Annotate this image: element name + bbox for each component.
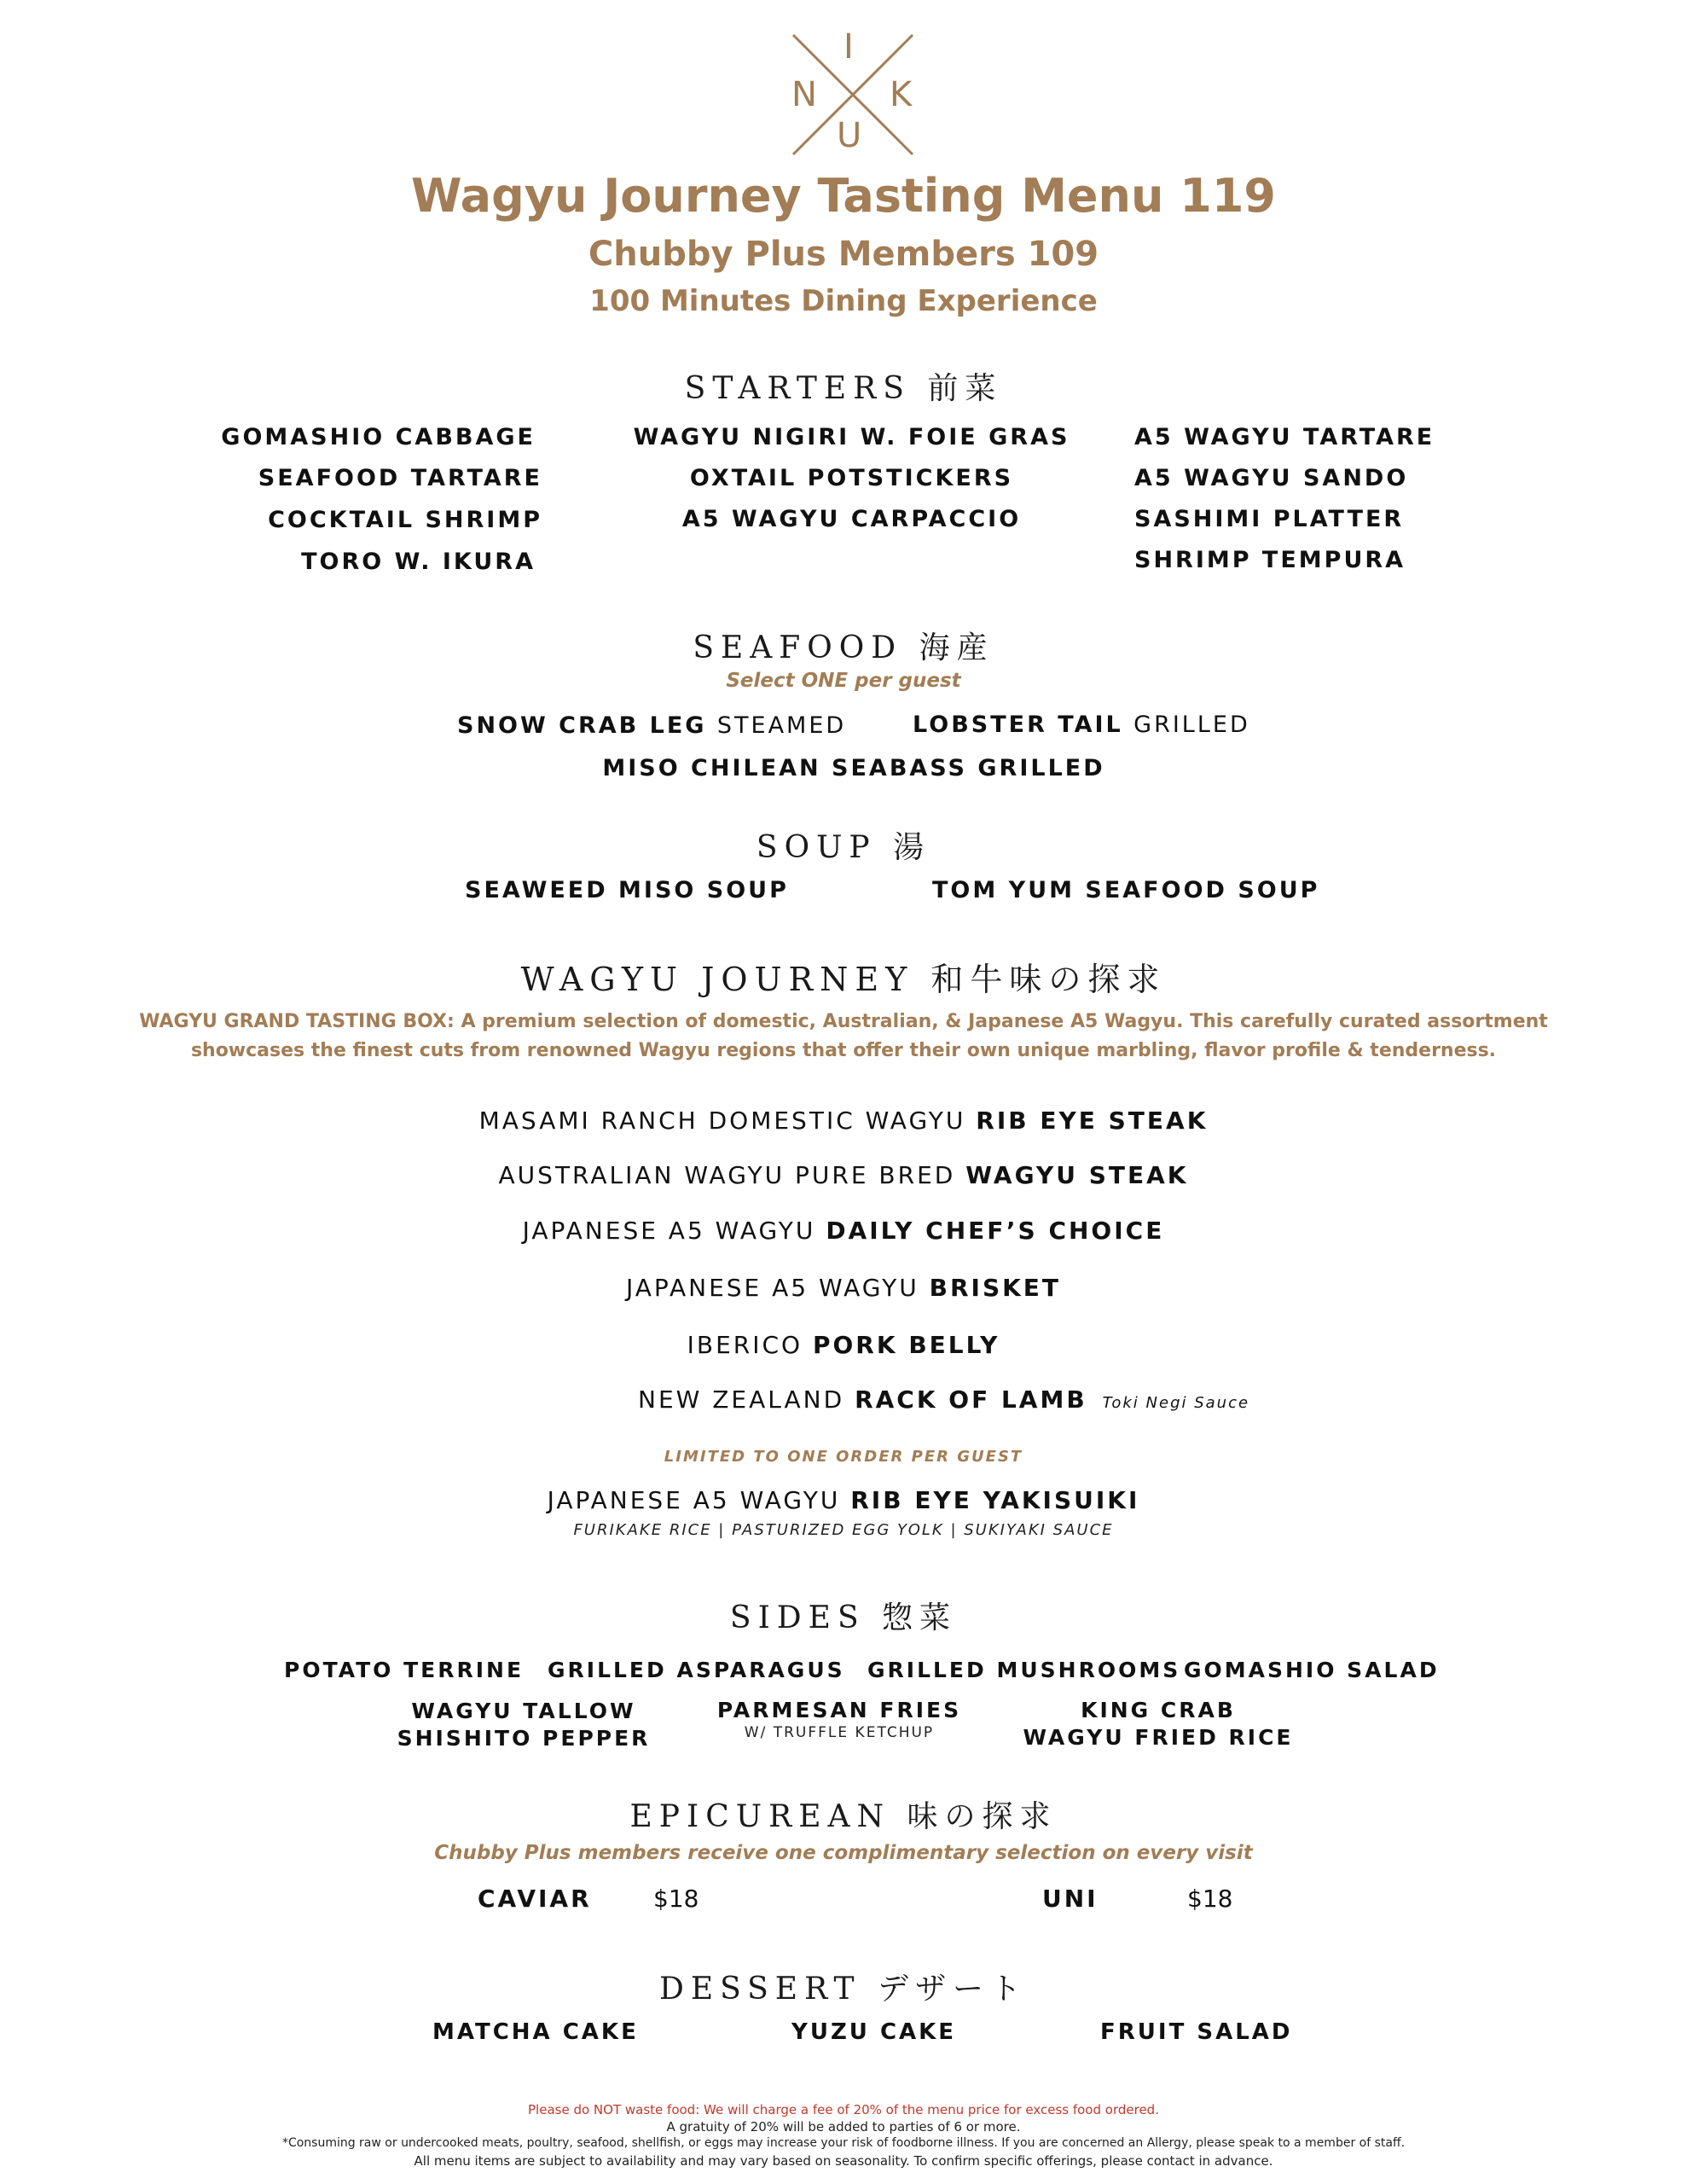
epicurean-item-caviar: CAVIAR (478, 1885, 592, 1913)
starter-item: A5 WAGYU SANDO (1134, 465, 1409, 491)
starters-heading: STARTERS 前菜 (684, 371, 1003, 406)
seafood-crab-name: SNOW CRAB LEG (457, 712, 707, 739)
epicurean-price-caviar: $18 (653, 1885, 699, 1913)
wagyu-origin: MASAMI RANCH DOMESTIC WAGYU (478, 1107, 966, 1135)
logo-letter-top: I (844, 27, 854, 67)
wagyu-origin: JAPANESE A5 WAGYU (625, 1274, 919, 1302)
starter-item: SHRIMP TEMPURA (1134, 547, 1406, 573)
side-item: GOMASHIO SALAD (1184, 1658, 1440, 1682)
wagyu-origin: NEW ZEALAND (638, 1385, 845, 1414)
starter-item: GOMASHIO CABBAGE (221, 424, 536, 450)
logo-letter-bottom: U (837, 116, 862, 155)
wagyu-cut: RIB EYE STEAK (976, 1107, 1209, 1135)
epicurean-note: Chubby Plus members receive one complimentary selection on every visit (434, 1842, 1253, 1864)
wagyu-special-line (0, 1486, 1687, 1514)
starter-item: WAGYU NIGIRI W. FOIE GRAS (633, 424, 1070, 450)
side-crab-line1: KING CRAB (1081, 1698, 1236, 1722)
dining-duration: 100 Minutes Dining Experience (589, 284, 1098, 318)
side-fries-name: PARMESAN FRIES (716, 1698, 962, 1722)
dessert-item: YUZU CAKE (791, 2019, 957, 2045)
wagyu-special-sub: FURIKAKE RICE | PASTURIZED EGG YOLK | SUKIYAKI SAUCE (573, 1521, 1114, 1539)
side-item-tallow (353, 1698, 694, 1752)
side-item-fries (669, 1697, 1010, 1741)
epicurean-heading: EPICUREAN 味の探求 (629, 1799, 1058, 1834)
wagyu-origin: JAPANESE A5 WAGYU (522, 1217, 816, 1245)
epicurean-item-uni: UNI (1042, 1885, 1099, 1913)
seafood-note: Select ONE per guest (726, 670, 961, 692)
starter-item: SASHIMI PLATTER (1134, 506, 1405, 532)
dessert-item: FRUIT SALAD (1100, 2019, 1293, 2045)
wagyu-origin: IBERICO (687, 1331, 803, 1359)
side-item: GRILLED MUSHROOMS (867, 1658, 1181, 1682)
wagyu-heading: WAGYU JOURNEY 和牛味の探求 (520, 961, 1167, 998)
starter-item: COCKTAIL SHRIMP (268, 507, 542, 533)
seafood-item-seabass: MISO CHILEAN SEABASS GRILLED (602, 755, 1105, 781)
logo-letter-right: K (890, 75, 913, 114)
wagyu-origin: AUSTRALIAN WAGYU PURE BRED (498, 1161, 956, 1189)
logo (789, 27, 917, 159)
dessert-item: MATCHA CAKE (432, 2019, 639, 2045)
footer-gratuity: A gratuity of 20% will be added to parties of 6 or more. (666, 2119, 1021, 2135)
wagyu-line (0, 1107, 1687, 1135)
side-item-crab-rice (988, 1697, 1329, 1751)
logo-letter-left: N (791, 75, 817, 114)
starter-item: TORO W. IKURA (301, 549, 536, 575)
side-tallow-line2: SHISHITO PEPPER (397, 1726, 651, 1751)
wagyu-line (0, 1274, 1687, 1302)
page-title: Wagyu Journey Tasting Menu 119 (411, 169, 1276, 223)
soup-heading: SOUP 湯 (756, 830, 931, 865)
starter-item: A5 WAGYU CARPACCIO (681, 506, 1022, 532)
wagyu-cut: DAILY CHEF’S CHOICE (826, 1217, 1165, 1245)
wagyu-cut: BRISKET (929, 1274, 1062, 1302)
seafood-lobster-style: GRILLED (1133, 712, 1250, 738)
members-price: Chubby Plus Members 109 (588, 235, 1099, 274)
wagyu-description-1: WAGYU GRAND TASTING BOX: A premium selection of domestic, Australian, & Japanese A5 Wagyu. This carefully curated assortment (139, 1011, 1548, 1032)
seafood-lobster-name: LOBSTER TAIL (913, 712, 1123, 738)
dessert-heading: DESSERT デザート (658, 1972, 1029, 2007)
seafood-heading: SEAFOOD 海産 (693, 630, 994, 665)
wagyu-line (638, 1385, 1249, 1414)
soup-item: TOM YUM SEAFOOD SOUP (932, 877, 1320, 903)
wagyu-description-2: showcases the finest cuts from renowned Wagyu regions that offer their own unique marbling, flavor profile & tenderness. (190, 1040, 1497, 1061)
wagyu-limited-note: LIMITED TO ONE ORDER PER GUEST (664, 1448, 1023, 1466)
seafood-crab-style: STEAMED (716, 712, 847, 739)
seafood-item-crab (457, 712, 846, 739)
epicurean-price-uni: $18 (1187, 1885, 1233, 1913)
wagyu-special-origin: JAPANESE A5 WAGYU (547, 1486, 841, 1514)
starter-item: A5 WAGYU TARTARE (1134, 424, 1435, 450)
wagyu-sauce: Toki Negi Sauce (1102, 1394, 1250, 1412)
seafood-item-lobster (913, 712, 1250, 738)
wagyu-cut: PORK BELLY (812, 1331, 1000, 1359)
starter-item: OXTAIL POTSTICKERS (689, 465, 1014, 491)
side-crab-line2: WAGYU FRIED RICE (1023, 1725, 1294, 1750)
footer-waste-notice: Please do NOT waste food: We will charge a fee of 20% of the menu price for excess food ordered. (528, 2102, 1159, 2117)
footer-health-warning: *Consuming raw or undercooked meats, poultry, seafood, shellfish, or eggs may increase your risk of foodborne illness. If you are concerned an Allergy, please speak to a member of staff. (281, 2136, 1406, 2150)
sides-heading: SIDES 惣菜 (729, 1600, 958, 1635)
side-item: POTATO TERRINE (284, 1658, 525, 1682)
wagyu-line (0, 1161, 1687, 1189)
wagyu-line (0, 1217, 1687, 1245)
wagyu-line (0, 1331, 1687, 1359)
side-fries-sub: W/ TRUFFLE KETCHUP (744, 1724, 935, 1741)
wagyu-cut: RACK OF LAMB (855, 1385, 1087, 1414)
footer-availability: All menu items are subject to availability and may vary based on seasonality. To confirm specific offerings, please contact in advance. (414, 2153, 1273, 2169)
wagyu-cut: WAGYU STEAK (965, 1161, 1189, 1189)
starter-item: SEAFOOD TARTARE (258, 465, 542, 491)
soup-item: SEAWEED MISO SOUP (465, 877, 789, 903)
side-tallow-line1: WAGYU TALLOW (411, 1699, 636, 1723)
side-item: GRILLED ASPARAGUS (548, 1658, 845, 1682)
wagyu-special-cut: RIB EYE YAKISUIKI (850, 1486, 1140, 1514)
